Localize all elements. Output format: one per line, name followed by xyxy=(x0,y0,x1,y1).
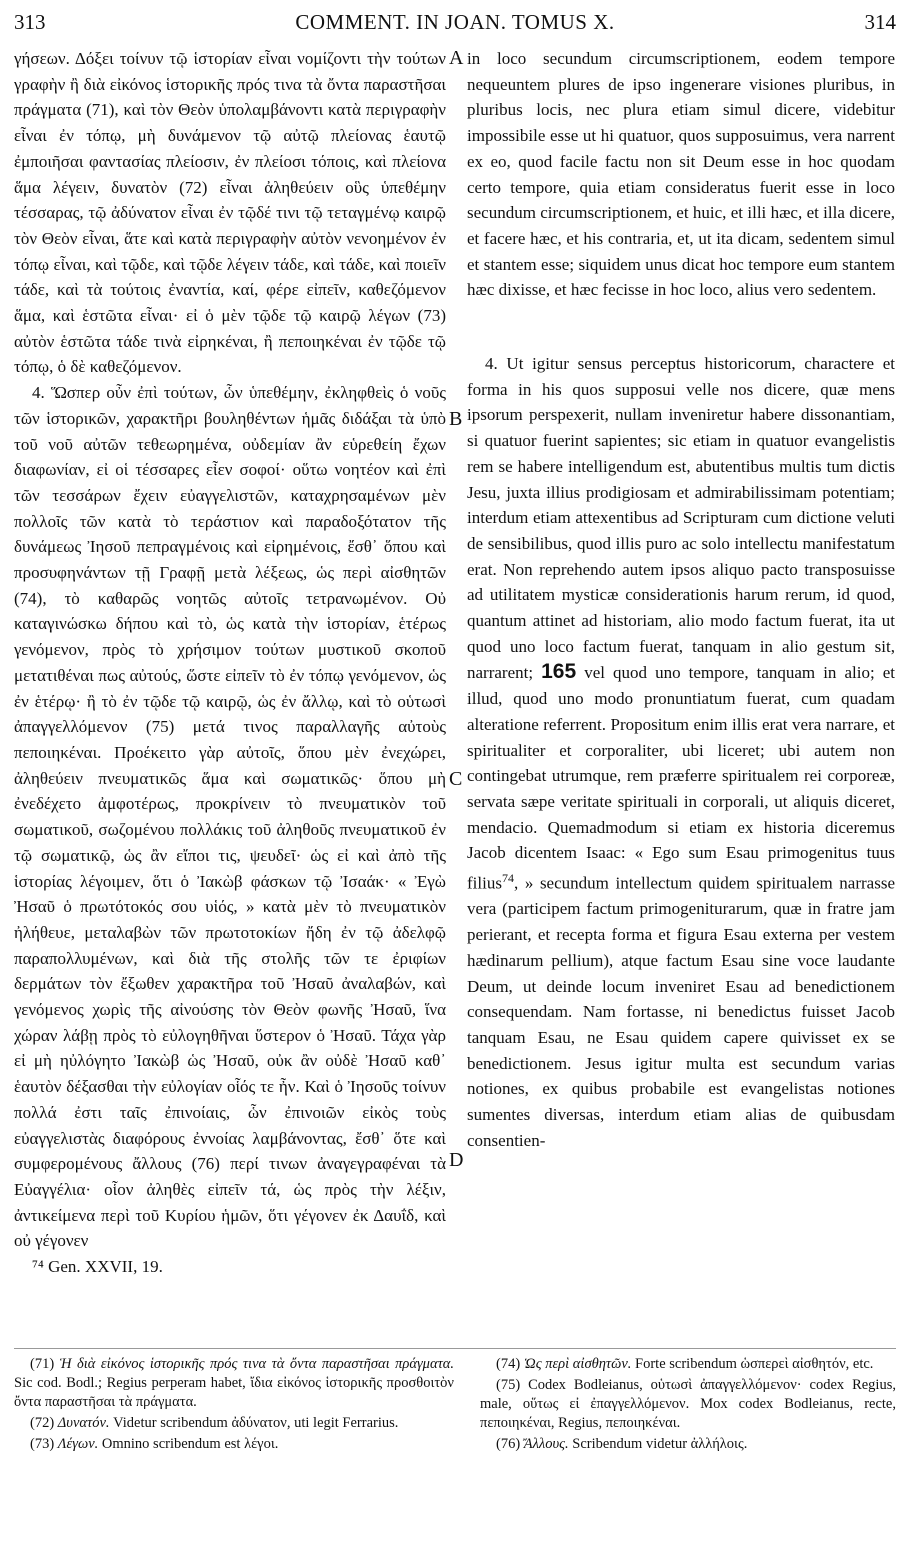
latin-paragraph-1: in loco secundum circumscriptionem, eodem tempore nequeuntem plures de ipso ingenerare visiones pluribus, in pluribus locis, nec plura etiam simul dicere, videbitur impossibile esse ut hi quatuor, quos supposuimus, vera narrent ex eo, quod facile factu non sit Deum esse in hoc quodam certo tempore, quia etiam consideratus fuerit esse in loco secundum circumscriptionem, et huic, et illi hæc, et illa dicere, et facere hæc, et his contraria, et, ut ita dicam, sedentem simul et stantem esse; siquidem unus dicat hoc tempore eum stantem hæc dixisse, et hæc fecisse in hoc loco, alius vero sedentem. xyxy=(467,49,895,300)
footnote-reference: 74 xyxy=(501,871,514,886)
footnote-text: Videtur scribendum ἀδύνατον, uti legit Ferrarius. xyxy=(109,1415,399,1431)
footnote-number: (73) xyxy=(30,1436,58,1452)
latin-paragraph-2 xyxy=(467,351,895,1153)
page-number-left: 313 xyxy=(14,10,46,34)
bible-ref-marker: ⁷⁴ xyxy=(32,1257,44,1277)
footnote-text: Codex Bodleianus, οὑτωσὶ ἀπαγγελλόμενον· codex Regius, male, οὕτως εἰ ἐπαγγελλόμενον. Mox codex Bodleianus, recte, πεποιηκέναι, Regius, πεποιηκέναι. xyxy=(480,1377,896,1431)
page-number-right: 314 xyxy=(864,10,896,34)
footnotes-left xyxy=(14,1355,454,1456)
running-head xyxy=(14,8,896,38)
footnote-75 xyxy=(480,1376,896,1433)
footnote-lemma: Ἡ διὰ εἰκόνος ἱστορικῆς πρός τινα τὰ ὄντα παραστῆσαι πράγματα. xyxy=(59,1356,454,1372)
footnote-number: (72) xyxy=(30,1415,58,1431)
paragraph-gap xyxy=(467,303,895,351)
footnote-text: Scribendum videtur ἀλλήλοις. xyxy=(568,1436,748,1452)
greek-paragraph-2: 4. Ὥσπερ οὖν ἐπὶ τούτων, ὧν ὑπεθέμην, ἐκληφθεὶς ὁ νοῦς τῶν ἱστορικῶν, χαρακτῆρι βουληθέντων ἡμᾶς διδάξαι τὰ ὑπὸ τοῦ νοῦ αὐτῶν τεθεωρημένα, οὐδεμίαν ἂν εὑρεθείη ἔχων διαφωνίαν, εἰ οἱ τέσσαρες εἶεν σοφοί· οὕτω νοητέον καὶ ἐπὶ τῶν τεσσάρων ἔχειν εὐαγγελιστῶν, καταχρησαμένων μὲν πολλοῖς τῶν κατὰ τὸ τεράστιον καὶ παραδοξότατον τῆς δυνάμεως Ἰησοῦ πεπραγμένοις καὶ εἰρημένοις, ἔσθ᾽ ὅπου καὶ προσυφηνάντων τῇ Γραφῇ μετὰ λέξεως, ὡς περὶ αἰσθητῶν (74), τὸ καθαρῶς νοητῶς αὐτοῖς τετρανωμένον. Οὐ καταγινώσκω δήπου καὶ τὸ, ὡς κατὰ τὴν ἱστορίαν, ἑτέρως γενόμενον, πρὸς τὸ χρήσιμον τούτων μυστικοῦ σκοποῦ μετατιθέναι πως αὐτούς, ὥστε εἰπεῖν τὸ ἐν τόπῳ γενόμενον, ὡς ἐν ἑτέρῳ· ἢ τὸ ἐν τῷδε τῷ καιρῷ, ὡς ἐν ἄλλῳ, καὶ τὸ οὑτωσὶ ἀπαγγελλόμενον (75) μετά τινος παραλλαγῆς αὐτοὺς πεποιηκέναι. Προέκειτο γὰρ αὐτοῖς, ὅπου μὲν ἐνεχώρει, ἀληθεύειν πνευματικῶς ἅμα καὶ σωματικῶς· ὅπου μὴ ἐνεδέχετο ἀμφοτέρως, προκρίνειν τὸ πνευματικὸν τοῦ σωματικοῦ, σωζομένου πολλάκις τοῦ ἀληθοῦς πνευματικοῦ ἐν τῷ σωματικῷ, ὡς ἂν εἴποι τις, ψευδεῖ· ὡς εἰ καὶ ἀπὸ τῆς ἱστορίας λέγοιμεν, ὅτι ὁ Ἰακὼβ φάσκων τῷ Ἰσαάκ· « Ἐγὼ Ἠσαῦ ὁ πρωτότοκός σου υἱός, » κατὰ μὲν τὸ πνευματικὸν ἠλήθευε, μεταλαβὼν τῶν πρωτοτοκίων ἤδη ἐν τῷ ἀδελφῷ παραπολλυμένων, καὶ διὰ τῆς στολῆς τῶν τε ἐριφίων δερμάτων τὸν ἔξωθεν χαρακτῆρα τοῦ Ἠσαῦ ἀναλαβών, καὶ γενόμενος χωρὶς τῆς αἰνούσης τὸν Θεὸν φωνῆς Ἠσαῦ, ἵνα χώραν λάβῃ πρὸς τὸ εὐλογηθῆναι ὕστερον ὁ Ἠσαῦ. Τάχα γὰρ εἰ μὴ ηὐλόγητο Ἰακὼβ ὡς Ἠσαῦ, οὐκ ἂν οὐδὲ Ἠσαῦ καθ᾽ ἑαυτὸν δέξασθαι τὴν εὐλογίαν οἷός τε ἦν. Καὶ ὁ Ἰησοῦς τοίνυν πολλά ἐστι ταῖς ἐπινοίαις, ὧν ἐπινοιῶν εἰκὸς τοὺς εὐαγγελιστὰς διαφόρους ἐννοίας λαμβάνοντας, ἔσθ᾽ ὅτε καὶ συμφερομένους ἄλλους (76) περί τινων ἀναγεγραφέναι τὰ Εὐαγγέλια· οἷον ἀληθὲς εἰπεῖν τά, ὡς πρὸς τὴν λέξιν, ἀντικείμενα περὶ τοῦ Κυρίου ἡμῶν, ὅτι γέγονεν ἐκ Δαυΐδ, καὶ οὐ γέγονεν xyxy=(14,383,446,1251)
latin-paragraph-2-part-c: , » secundum intellectum quidem spiritualem narrasse vera (participem factum primogeniturarum, quæ in fratre jam perierant, et recepta forma et figura Esau externa per vestem hædinarum pellium), atque factum Esau sine voce laudante Deum, ut deinde locum inveniret Esau ad benedictionem consequendam. Nam fortasse, ni benedictus fuisset Jacob tanquam Esau, ne Esau quidem capere quivisset ex se benedictionem. Jesus igitur multa est secundum varias notiones, ex quibus probabile est evangelistas notiones sumentes diversas, interdum etiam alias de quibusdam consentien- xyxy=(467,873,895,1150)
margin-letter-c: C xyxy=(449,768,463,790)
margin-letter-b: B xyxy=(449,408,463,430)
footnote-74 xyxy=(480,1355,896,1374)
footnote-71 xyxy=(14,1355,454,1412)
footnote-number: (74) xyxy=(496,1356,524,1372)
footnote-73 xyxy=(14,1435,454,1454)
margin-letter-a: A xyxy=(449,47,464,69)
footnote-lemma: Ἄλλους. xyxy=(523,1436,569,1452)
footnote-lemma: Ὡς περὶ αἰσθητῶν. xyxy=(523,1356,632,1372)
footnote-76 xyxy=(480,1435,896,1454)
footnote-divider xyxy=(14,1348,896,1349)
footnote-text: Forte scribendum ὡσπερεὶ αἰσθητόν, etc. xyxy=(631,1356,874,1372)
footnote-number: (75) xyxy=(496,1377,529,1393)
footnote-number: (71) xyxy=(30,1356,60,1372)
greek-paragraph-1: γήσεων. Δόξει τοίνυν τῷ ἱστορίαν εἶναι νομίζοντι τὴν τούτων γραφὴν ἢ διὰ εἰκόνος ἱστορικῆς πρός τινα τὰ ὄντα παραστῆσαι πράγματα (71), καὶ τὸν Θεὸν ὑπολαμβάνοντι κατὰ περιγραφὴν εἶναι ἐν τόπῳ, μὴ δυνάμενον τῷ αὐτῷ πλείονας ἑαυτῷ ἐμποιῆσαι φαντασίας πλείοσιν, ἐν πλείοσι τόποις, καὶ πλείονα ἅμα λέγειν, δυνατὸν (72) εἶναι ἀληθεύειν οὓς ὑπεθέμην τέσσαρας, τῷ ἀδύνατον εἶναι ἐν τῷδέ τινι τῷ τεταγμένῳ καιρῷ τὸν Θεὸν εἶναι, ἅτε καὶ κατὰ περιγραφὴν αὐτὸν νενοημένον ἐν τόπῳ εἶναι, καὶ τῷδε, καὶ τῷδε λέγειν τάδε, καὶ τάδε, καὶ ποιεῖν τάδε, καὶ τὰ τούτοις ἐναντία, καί, φέρε εἰπεῖν, καθεζόμενον ἅμα, καὶ ἑστῶτα εἶναι· εἰ ὁ μὲν τῷδε τῷ καιρῷ λέγων (73) αὐτὸν ἑστῶτα τάδε τινὰ εἰρηκέναι, ἢ πεποιηκέναι ἐν τῷδε τῷ τόπῳ, ὁ δὲ καθεζόμενον. xyxy=(14,49,446,377)
column-number: 165 xyxy=(541,660,577,684)
bible-ref-text: Gen. XXVII, 19. xyxy=(48,1257,163,1277)
latin-column xyxy=(467,46,895,1153)
footnote-72 xyxy=(14,1414,454,1433)
latin-paragraph-2-part-b: vel quod uno tempore, tanquam in alio; et illud, quod uno modo pronuntiatum fuerat, cum quadam alteratione referrent. Propositum enim illis erat vera narrare, et spiritualiter et corporaliter, ubi liceret; ubi autem non contingebat utrumque, rem præferre spiritualem rei corporeæ, servata sæpe veritate spirituali in corporali, ut aliquis diceret, mendacio. Quemadmodum si etiam ex historia diceremus Jacob dicentem Isaac: « Ego sum Esau primogenitus tuus filius xyxy=(467,663,895,893)
latin-paragraph-2-part-a: 4. Ut igitur sensus perceptus historicorum, charactere et forma in his quos supposui velle nos dicere, quæ mens ipsorum perspexerit, nullam inveniretur habere dissonantiam, si quatuor fuerint sapientes; sic etiam in quatuor evangelistis rem se habere intelligendum est, abutentibus multis tum dictis Jesu, juxta illius prodigiosam et admirabilissimam potentiam; interdum etiam attexentibus ad Scripturam cum dictione veluti de sensibilibus, quod illis puro ac solo intellectu manifestatum erat. Non reprehendo autem ipsos aliquo pacto transposuisse ad utilitatem mysticæ considerationis harum rerum, id quod, quantum attinet ad historiam, alio modo factum fuerat, ita ut quod uno loco factum fuerat, tanquam in alio gestum sit, narrarent; xyxy=(467,354,895,683)
footnote-lemma: Δυνατόν. xyxy=(57,1415,110,1431)
footnote-lemma: Λέγων. xyxy=(57,1436,99,1452)
greek-column xyxy=(14,46,446,1280)
margin-letter-d: D xyxy=(449,1149,464,1171)
footnotes-right xyxy=(480,1355,896,1456)
footnote-text: Omnino scribendum est λέγοι. xyxy=(98,1436,279,1452)
bible-reference xyxy=(14,1254,446,1280)
running-title: COMMENT. IN JOAN. TOMUS X. xyxy=(295,10,615,34)
footnote-text: Sic cod. Bodl.; Regius perperam habet, ἴδια εἰκόνος ἱστορικῆς προσθοιτὸν ὄντα παραστῆσαι τὰ πράγματα. xyxy=(14,1375,454,1410)
footnote-number: (76) xyxy=(496,1436,524,1452)
